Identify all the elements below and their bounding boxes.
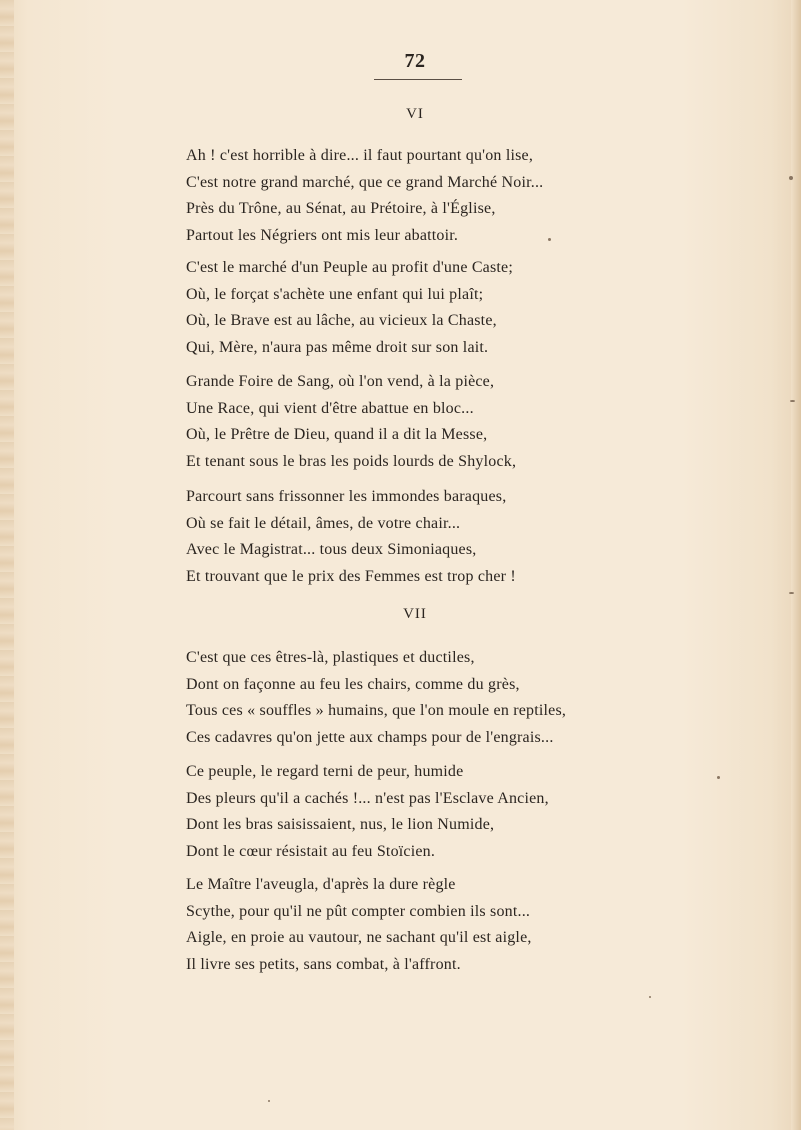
verse-line: Où, le Prêtre de Dieu, quand il a dit la Messe, (186, 426, 488, 443)
verse-line: C'est le marché d'un Peuple au profit d'une Caste; (186, 259, 514, 276)
verse-line: Parcourt sans frissonner les immondes baraques, (186, 488, 507, 505)
page-left-edge (0, 0, 14, 1130)
verse-line: Scythe, pour qu'il ne pût compter combien ils sont... (186, 902, 531, 920)
verse-line: Il livre ses petits, sans combat, à l'affront. (186, 955, 461, 973)
verse-line: Dont on façonne au feu les chairs, comme du grès, (186, 675, 520, 693)
section-heading-vii: VII (403, 606, 427, 622)
stanza-vii-1 (186, 645, 666, 751)
stanza-vi-4 (186, 484, 666, 590)
paper-speck (268, 1100, 270, 1102)
verse-line: Et tenant sous le bras les poids lourds de Shylock, (186, 452, 517, 470)
verse-line: Grande Foire de Sang, où l'on vend, à la pièce, (186, 373, 495, 390)
verse-line: Aigle, en proie au vautour, ne sachant qu'il est aigle, (186, 929, 532, 946)
page-number-rule (374, 79, 462, 80)
paper-speck (717, 776, 720, 779)
verse-line: Où, le Brave est au lâche, au vicieux la Chaste, (186, 312, 497, 329)
verse-line: Ah ! c'est horrible à dire... il faut pourtant qu'on lise, (186, 147, 534, 164)
stanza-vii-3 (186, 872, 666, 978)
paper-speck (548, 238, 551, 241)
verse-line: Une Race, qui vient d'être abattue en bloc... (186, 399, 474, 417)
verse-line: Dont le cœur résistait au feu Stoïcien. (186, 842, 436, 860)
verse-line: Partout les Négriers ont mis leur abattoir. (186, 226, 459, 244)
verse-line: Et trouvant que le prix des Femmes est trop cher ! (186, 567, 516, 585)
verse-line: Près du Trône, au Sénat, au Prétoire, à l'Église, (186, 200, 496, 217)
stanza-vii-2 (186, 759, 666, 865)
verse-line: Le Maître l'aveugla, d'après la dure règle (186, 876, 456, 893)
page-right-edge (791, 0, 801, 1130)
verse-line: Où, le forçat s'achète une enfant qui lui plaît; (186, 285, 484, 303)
stanza-vi-2 (186, 255, 666, 361)
verse-line: Dont les bras saisissaient, nus, le lion Numide, (186, 816, 495, 833)
stanza-vi-1 (186, 143, 666, 249)
paper-speck (790, 400, 795, 402)
verse-line: Où se fait le détail, âmes, de votre chair... (186, 514, 461, 532)
section-heading-vi: VI (406, 106, 424, 122)
verse-line: Tous ces « souffles » humains, que l'on moule en reptiles, (186, 702, 567, 719)
verse-line: Ces cadavres qu'on jette aux champs pour de l'engrais... (186, 728, 554, 746)
verse-line: Ce peuple, le regard terni de peur, humide (186, 763, 464, 780)
paper-speck (789, 592, 794, 594)
verse-line: Qui, Mère, n'aura pas même droit sur son lait. (186, 338, 489, 356)
verse-line: Avec le Magistrat... tous deux Simoniaques, (186, 541, 477, 558)
verse-line: Des pleurs qu'il a cachés !... n'est pas l'Esclave Ancien, (186, 789, 549, 807)
verse-line: C'est notre grand marché, que ce grand Marché Noir... (186, 173, 544, 191)
verse-line: C'est que ces êtres-là, plastiques et ductiles, (186, 649, 475, 666)
page-number: 72 (404, 50, 426, 72)
stanza-vi-3 (186, 369, 666, 475)
paper-speck (649, 996, 651, 998)
paper-speck (789, 176, 793, 180)
